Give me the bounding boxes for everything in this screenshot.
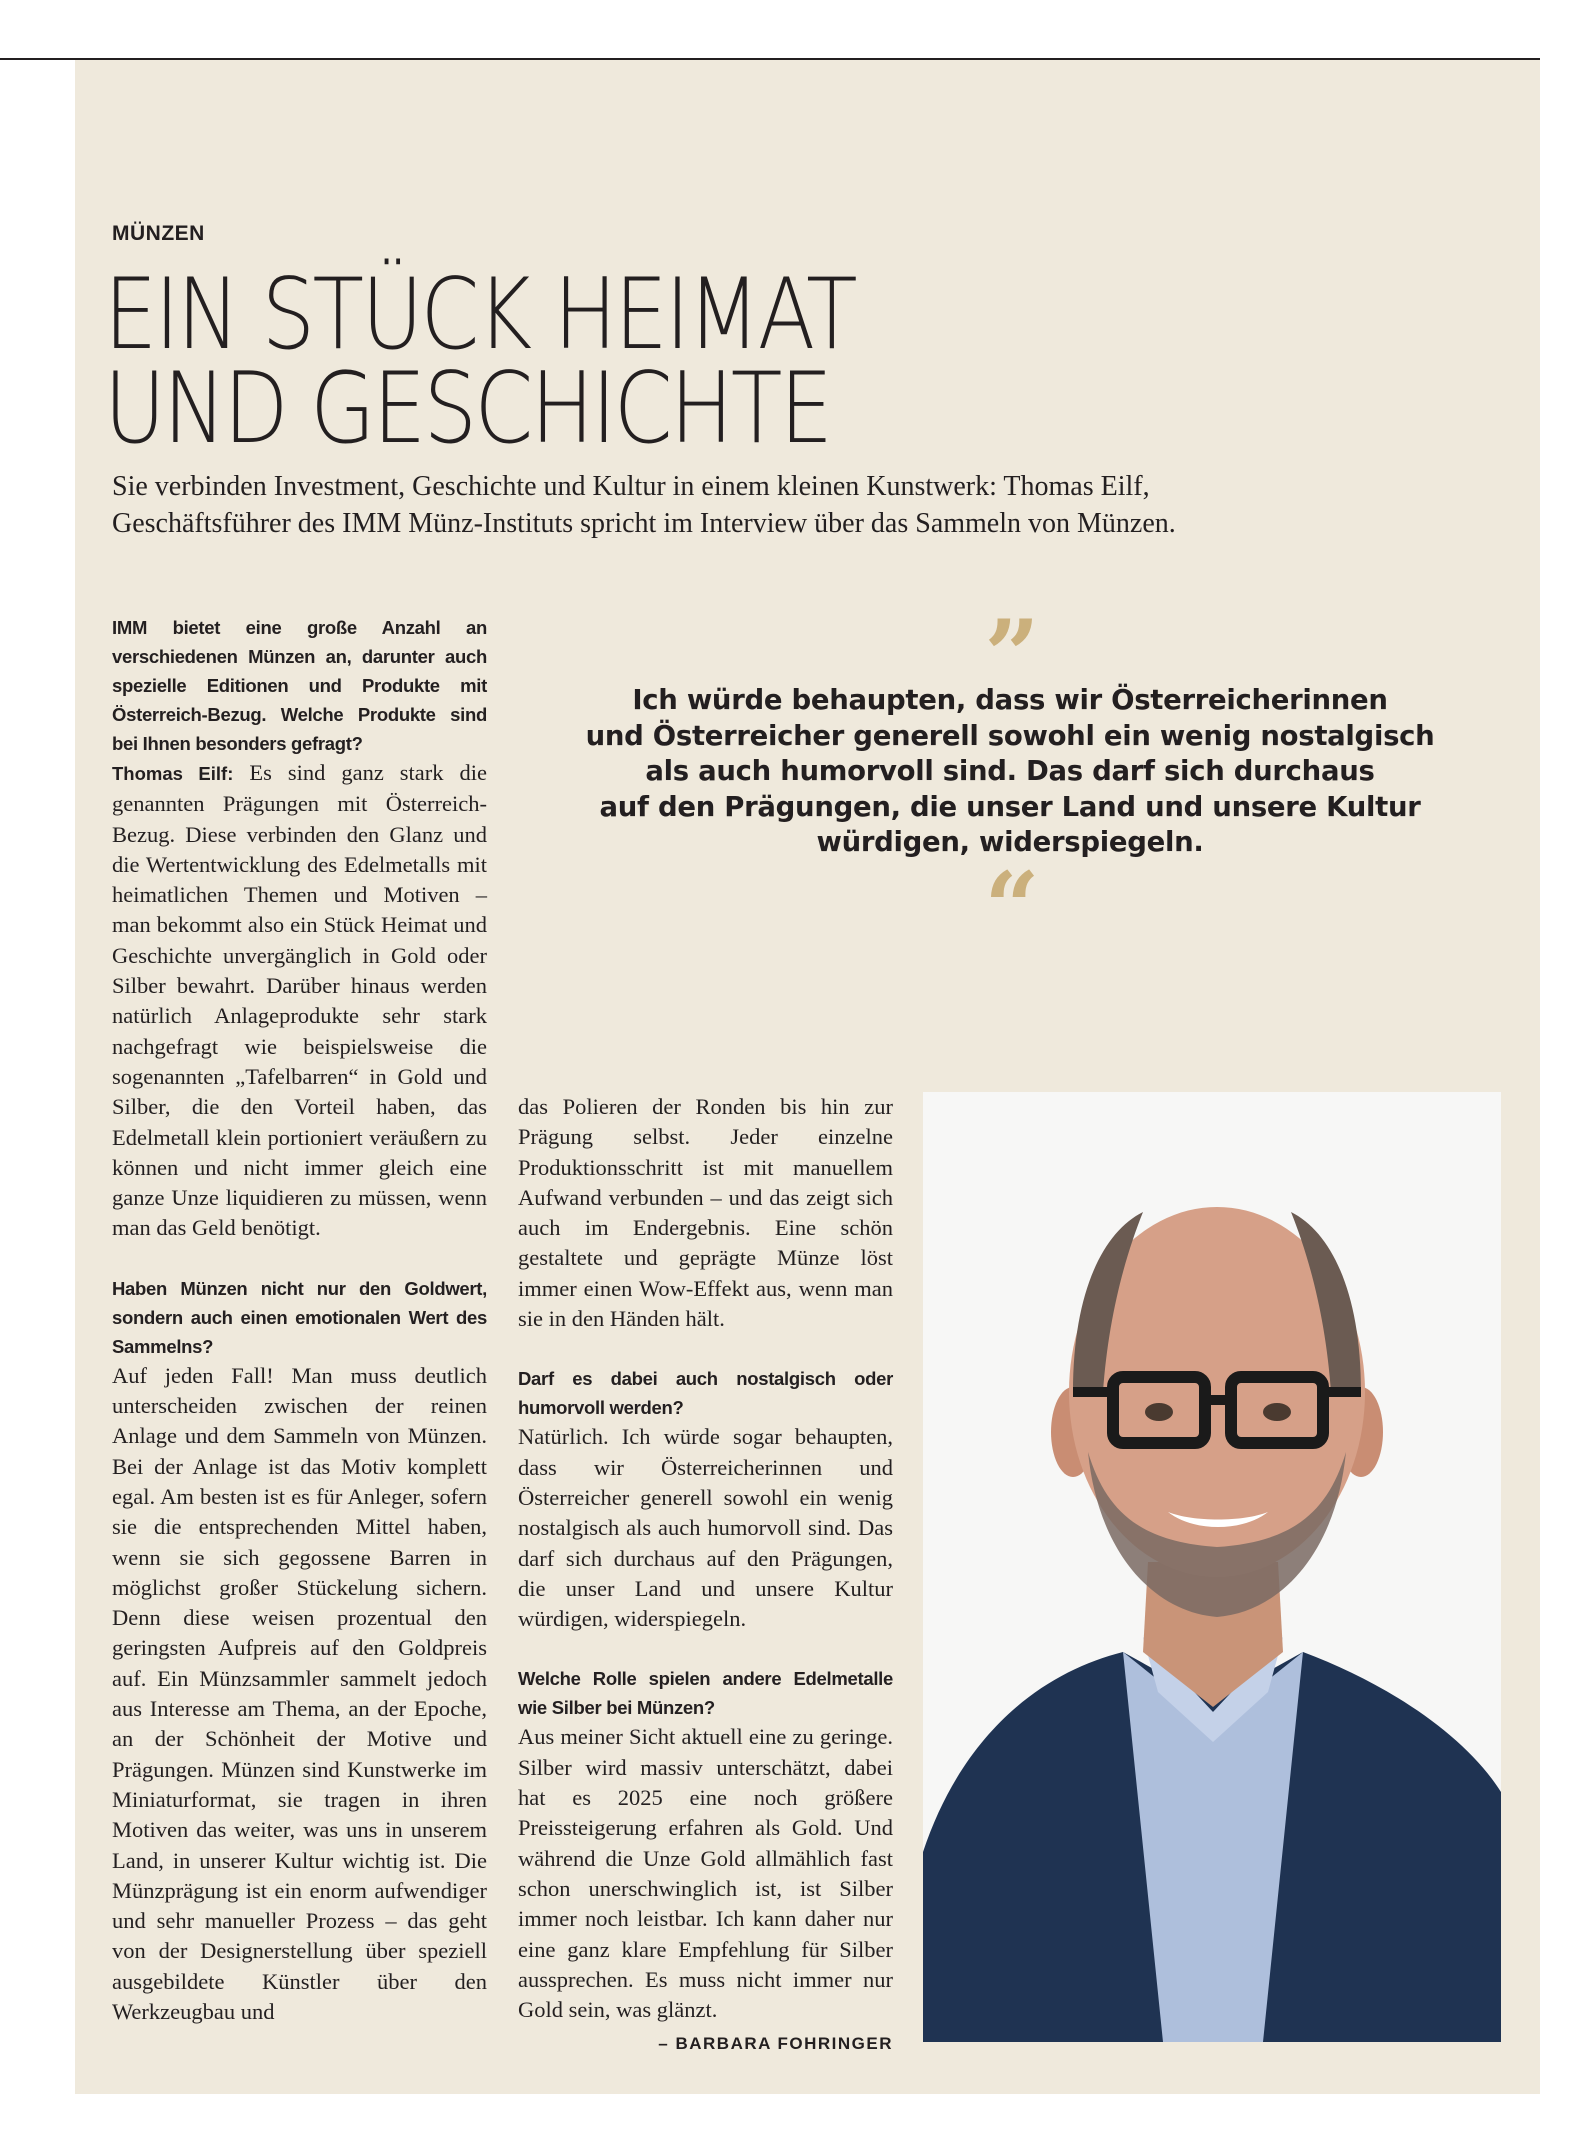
spacer — [518, 1634, 893, 1664]
answer-2-part-1: Auf jeden Fall! Man muss deutlich unterscheiden zwischen der reinen Anlage und dem Sammeln von Münzen. Bei der Anlage ist das Motiv komplett egal. Am besten ist es für Anleger, sofern sie die entsprechenden Mittel haben, wenn sie sich gegossene Barren in möglichst großer Stückelung sichern. Denn diese weisen prozentual den geringsten Aufpreis auf den Goldpreis auf. Ein Münzsammler sammelt jedoch aus Interesse am Thema, an der Epoche, an der Schönheit der Motive und Prägungen. Münzen sind Kunstwerke im Miniaturformat, sie tragen in ihren Motiven das weiter, was uns in unserem Land, in unserer Kultur wichtig ist. Die Münzprägung ist ein enorm aufwendiger und sehr manueller Prozess – das geht von der Designerstellung über speziell ausgebildete Künstler über den Werkzeugbau und — [112, 1362, 487, 2024]
article-column-2 — [518, 1092, 893, 2060]
lede-line-2: Geschäftsführer des IMM Münz-Instituts spricht im Interview über das Sammeln von Münzen. — [112, 508, 1176, 539]
question-4: Welche Rolle spielen andere Edelmetalle wie Silber bei Münzen? — [518, 1668, 893, 1719]
spacer — [112, 1244, 487, 1274]
answer-2-part-2: das Polieren der Ronden bis hin zur Prägung selbst. Jeder einzelne Produktionsschritt ist mit manuellem Aufwand verbunden – und das zeigt sich auch im Endergebnis. Eine schön gestaltete und geprägte Münze löst immer einen Wow-Effekt aus, wenn man sie in den Händen hält. — [518, 1094, 893, 1332]
section-label: MÜNZEN — [112, 222, 205, 245]
portrait-photo — [923, 1092, 1501, 2042]
pull-quote-line: als auch humorvoll sind. Das darf sich durchaus — [645, 755, 1375, 787]
question-2: Haben Münzen nicht nur den Goldwert, sondern auch einen emotionalen Wert des Sammelns? — [112, 1277, 487, 1357]
pull-quote-line: Ich würde behaupten, dass wir Österreicherinnen — [632, 684, 1388, 716]
headline — [104, 258, 1136, 466]
spacer — [518, 1334, 893, 1364]
pull-quote-line: und Österreicher generell sowohl ein wenig nostalgisch — [585, 719, 1435, 752]
pull-quote-line: auf den Prägungen, die unser Land und unsere Kultur — [599, 790, 1421, 823]
pull-quote — [540, 683, 1480, 861]
question-1: IMM bietet eine große Anzahl an verschiedenen Münzen an, darunter auch spezielle Editionen und Produkte mit Österreich-Bezug. Welche Produkte sind bei Ihnen besonders gefragt? — [112, 617, 487, 754]
answer-1 — [112, 758, 487, 1244]
answer-1-text: Es sind ganz stark die genannten Prägungen mit Österreich-Bezug. Diese verbinden den Glanz und die Wertentwicklung des Edelmetalls mit heimatlichen Themen und Motiven – man bekommt also ein Stück Heimat und Geschichte unvergänglich in Gold oder Silber bewahrt. Darüber hinaus werden natürlich Anlageprodukte sehr stark nachgefragt wie beispielsweise die sogenannten „Tafelbarren“ in Gold und Silber, die den Vorteil haben, das Edelmetall klein portioniert veräußern zu können und nicht immer gleich eine ganze Unze liquidieren zu müssen, wenn man das Geld benötigt. — [112, 760, 487, 1241]
speaker-name: Thomas Eilf: — [112, 763, 234, 784]
headline-line-1: EIN STÜCK HEIMAT — [104, 258, 856, 372]
lede-line-1: Sie verbinden Investment, Geschichte und Kultur in einem kleinen Kunstwerk: Thomas Eilf, — [112, 471, 1150, 502]
answer-4: Aus meiner Sicht aktuell eine zu geringe. Silber wird massiv unterschätzt, dabei hat es 2025 eine noch größere Preissteigerung erfahren als Gold. Und während die Unze Gold allmählich fast schon unerschwinglich ist, ist Silber immer noch leistbar. Ich kann daher nur eine ganz klare Empfehlung für Silber aussprechen. Es muss nicht immer nur Gold sein, was glänzt. — [518, 1724, 893, 2023]
pull-quote-line: würdigen, widerspiegeln. — [816, 826, 1204, 858]
answer-3: Natürlich. Ich würde sogar behaupten, dass wir Österreicherinnen und Österreicher generell sowohl ein wenig nostalgisch als auch humorvoll sind. Das darf sich durchaus auf den Prägungen, die unser Land und unsere Kultur würdigen, widerspiegeln. — [518, 1424, 893, 1632]
portrait-illustration — [923, 1092, 1501, 2042]
close-quote-icon: “ — [984, 851, 1040, 964]
byline: – BARBARA FOHRINGER — [658, 2034, 893, 2054]
lede — [112, 468, 1312, 542]
headline-line-2: UND GESCHICHTE — [104, 352, 831, 466]
article-column-1 — [112, 613, 487, 2027]
question-3: Darf es dabei auch nostalgisch oder humorvoll werden? — [518, 1368, 893, 1419]
open-quote-icon: ” — [984, 599, 1040, 712]
